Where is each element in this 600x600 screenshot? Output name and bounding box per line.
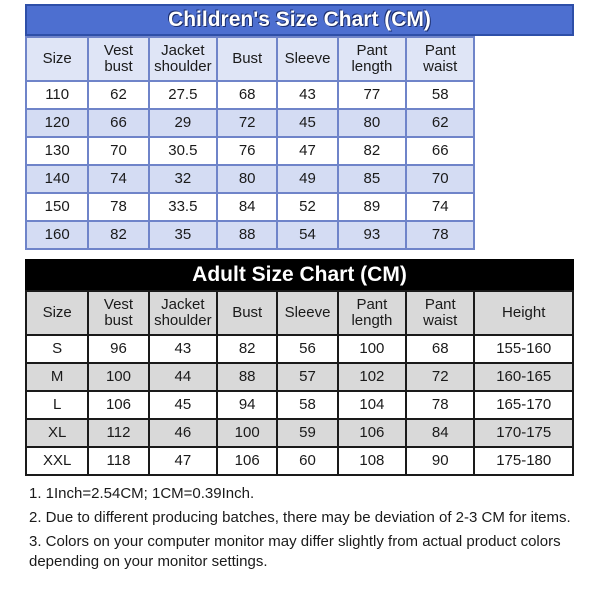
table-row [26,447,573,475]
measurement-cell: 43 [277,81,337,109]
table-row [26,363,573,391]
measurement-cell: 70 [406,165,474,193]
measurement-cell: 29 [149,109,217,137]
measurement-cell: 96 [88,335,148,363]
adult-size-table [25,290,574,476]
column-header: Jacket shoulder [149,37,217,81]
children-size-chart [25,4,574,250]
measurement-cell: 27.5 [149,81,217,109]
column-header: Size [26,37,88,81]
measurement-cell: 43 [149,335,217,363]
size-cell: XXL [26,447,88,475]
measurement-cell: 35 [149,221,217,249]
measurement-cell: 88 [217,363,277,391]
size-cell: 120 [26,109,88,137]
measurement-cell: 112 [88,419,148,447]
size-cell: 150 [26,193,88,221]
column-header: Sleeve [277,291,337,335]
measurement-cell: 47 [149,447,217,475]
measurement-cell: 108 [338,447,406,475]
measurement-cell: 104 [338,391,406,419]
measurement-cell: 118 [88,447,148,475]
measurement-cell: 78 [88,193,148,221]
measurement-cell: 46 [149,419,217,447]
measurement-cell: 175-180 [474,447,573,475]
column-header: Pant waist [406,37,474,81]
table-header-row [26,291,573,335]
size-cell: M [26,363,88,391]
measurement-cell: 68 [217,81,277,109]
measurement-cell: 62 [88,81,148,109]
size-cell: 140 [26,165,88,193]
size-cell: S [26,335,88,363]
measurement-cell: 70 [88,137,148,165]
measurement-cell: 85 [338,165,406,193]
measurement-cell: 100 [338,335,406,363]
measurement-cell: 84 [406,419,474,447]
measurement-cell: 57 [277,363,337,391]
measurement-cell: 30.5 [149,137,217,165]
measurement-cell: 155-160 [474,335,573,363]
column-header: Pant length [338,291,406,335]
measurement-cell: 80 [338,109,406,137]
table-header-row [26,37,573,81]
measurement-cell: 56 [277,335,337,363]
measurement-cell: 106 [217,447,277,475]
measurement-cell: 89 [338,193,406,221]
note-batch-deviation: 2. Due to different producing batches, there may be deviation of 2-3 CM for items. [29,509,571,526]
table-row [26,109,573,137]
measurement-cell: 44 [149,363,217,391]
measurement-cell [474,193,573,221]
measurement-cell: 82 [338,137,406,165]
measurement-cell: 78 [406,221,474,249]
measurement-cell: 93 [338,221,406,249]
measurement-cell: 58 [277,391,337,419]
children-size-table [25,36,574,250]
measurement-cell: 49 [277,165,337,193]
measurement-cell: 102 [338,363,406,391]
measurement-cell: 72 [217,109,277,137]
column-header: Sleeve [277,37,337,81]
measurement-cell: 100 [88,363,148,391]
table-row [26,81,573,109]
measurement-cell: 60 [277,447,337,475]
note-unit-conversion: 1. 1Inch=2.54CM; 1CM=0.39Inch. [29,485,255,502]
column-header: Vest bust [88,291,148,335]
measurement-cell: 59 [277,419,337,447]
measurement-cell: 100 [217,419,277,447]
measurement-cell [474,109,573,137]
measurement-cell [474,137,573,165]
column-header: Pant length [338,37,406,81]
measurement-cell: 84 [217,193,277,221]
measurement-cell: 82 [217,335,277,363]
column-header: Bust [217,291,277,335]
measurement-cell: 88 [217,221,277,249]
measurement-cell: 106 [338,419,406,447]
table-row [26,419,573,447]
measurement-cell: 170-175 [474,419,573,447]
size-notes [29,484,574,576]
measurement-cell: 66 [406,137,474,165]
measurement-cell: 58 [406,81,474,109]
measurement-cell: 68 [406,335,474,363]
column-header: Height [474,291,573,335]
measurement-cell: 94 [217,391,277,419]
measurement-cell [474,221,573,249]
measurement-cell: 52 [277,193,337,221]
size-cell: XL [26,419,88,447]
measurement-cell: 74 [406,193,474,221]
size-cell: 130 [26,137,88,165]
note-color-difference: 3. Colors on your computer monitor may differ slightly from actual product colors depending on your monitor settings. [29,533,561,570]
table-row [26,193,573,221]
measurement-cell: 78 [406,391,474,419]
measurement-cell: 45 [277,109,337,137]
measurement-cell: 160-165 [474,363,573,391]
measurement-cell: 90 [406,447,474,475]
measurement-cell: 76 [217,137,277,165]
size-cell: L [26,391,88,419]
table-row [26,221,573,249]
table-row [26,165,573,193]
measurement-cell: 66 [88,109,148,137]
column-header [474,37,573,81]
table-row [26,137,573,165]
measurement-cell: 32 [149,165,217,193]
measurement-cell: 77 [338,81,406,109]
adult-size-chart [25,259,574,476]
measurement-cell: 74 [88,165,148,193]
measurement-cell: 82 [88,221,148,249]
measurement-cell: 106 [88,391,148,419]
column-header: Pant waist [406,291,474,335]
column-header: Size [26,291,88,335]
table-row [26,335,573,363]
column-header: Vest bust [88,37,148,81]
adult-chart-title: Adult Size Chart (CM) [25,259,574,290]
measurement-cell: 47 [277,137,337,165]
children-chart-title: Children's Size Chart (CM) [25,4,574,36]
table-row [26,391,573,419]
column-header: Jacket shoulder [149,291,217,335]
measurement-cell: 33.5 [149,193,217,221]
measurement-cell: 62 [406,109,474,137]
measurement-cell: 45 [149,391,217,419]
measurement-cell: 72 [406,363,474,391]
measurement-cell [474,165,573,193]
size-cell: 110 [26,81,88,109]
measurement-cell: 54 [277,221,337,249]
column-header: Bust [217,37,277,81]
size-cell: 160 [26,221,88,249]
measurement-cell [474,81,573,109]
measurement-cell: 80 [217,165,277,193]
measurement-cell: 165-170 [474,391,573,419]
